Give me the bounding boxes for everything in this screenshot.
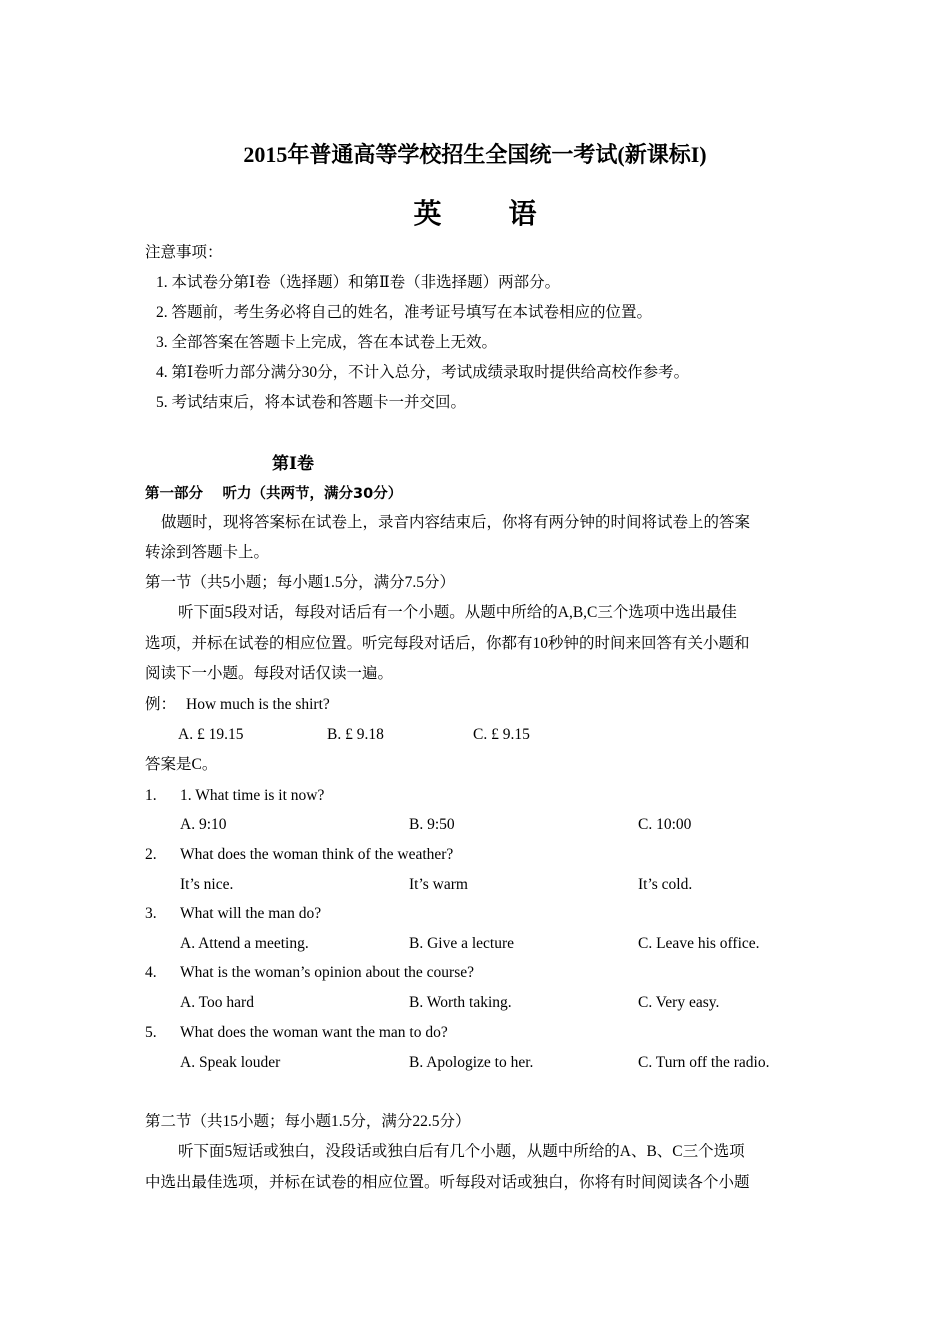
question-text: What is the woman’s opinion about the course? bbox=[180, 964, 475, 981]
section2-heading: 第二节（共15小题；每小题1.5分，满分22.5分） bbox=[145, 1113, 471, 1130]
option-c: It’s cold. bbox=[638, 876, 693, 893]
option-a: A. Attend a meeting. bbox=[180, 935, 309, 952]
question-number: 4. bbox=[145, 964, 157, 981]
option-b: It’s warm bbox=[409, 876, 468, 893]
exam-title: 2015年普通高等学校招生全国统一考试(新课标I) bbox=[243, 142, 707, 167]
notes-heading: 注意事项： bbox=[145, 244, 223, 261]
example-option-b: B. £ 9.18 bbox=[327, 726, 384, 743]
option-c: C. Turn off the radio. bbox=[638, 1054, 770, 1071]
part1-intro: 转涂到答题卡上。 bbox=[145, 544, 270, 561]
question-text: What does the woman want the man to do? bbox=[180, 1024, 448, 1041]
option-c: C. Very easy. bbox=[638, 994, 720, 1011]
example-question: How much is the shirt? bbox=[186, 696, 330, 713]
question-text: What does the woman think of the weather? bbox=[180, 846, 454, 863]
volume-heading: 第Ⅰ卷 bbox=[272, 454, 314, 473]
notes-item: 4. 第Ⅰ卷听力部分满分30分，不计入总分，考试成绩录取时提供给高校作参考。 bbox=[156, 364, 690, 381]
option-a: It’s nice. bbox=[180, 876, 234, 893]
part1-title: 第一部分 听力（共两节，满分30分） bbox=[145, 486, 403, 502]
option-b: B. Worth taking. bbox=[409, 994, 512, 1011]
option-c: C. Leave his office. bbox=[638, 935, 760, 952]
option-b: B. Apologize to her. bbox=[409, 1054, 534, 1071]
section2-instructions: 听下面5短话或独白，没段话或独白后有几个小题，从题中所给的A、B、C三个选项 bbox=[178, 1143, 745, 1160]
notes-item: 1. 本试卷分第Ⅰ卷（选择题）和第Ⅱ卷（非选择题）两部分。 bbox=[156, 274, 561, 291]
option-b: B. Give a lecture bbox=[409, 935, 515, 952]
option-a: A. Speak louder bbox=[180, 1054, 281, 1071]
question-number: 5. bbox=[145, 1024, 157, 1041]
example-label: 例： bbox=[145, 696, 177, 713]
example-option-a: A. £ 19.15 bbox=[178, 726, 244, 743]
part1-intro: 做题时，现将答案标在试卷上，录音内容结束后，你将有两分钟的时间将试卷上的答案 bbox=[161, 514, 751, 531]
option-a: A. 9:10 bbox=[180, 816, 227, 833]
notes-item: 3. 全部答案在答题卡上完成，答在本试卷上无效。 bbox=[156, 334, 498, 351]
notes-item: 5. 考试结束后，将本试卷和答题卡一并交回。 bbox=[156, 394, 467, 411]
question-number: 1. bbox=[145, 787, 157, 804]
section1-instructions: 阅读下一小题。每段对话仅读一遍。 bbox=[145, 665, 394, 682]
question-text: What will the man do? bbox=[180, 905, 322, 922]
example-option-c: C. £ 9.15 bbox=[473, 726, 530, 743]
section1-instructions: 选项，并标在试卷的相应位置。听完每段对话后，你都有10秒钟的时间来回答有关小题和 bbox=[145, 635, 750, 652]
notes-item: 2. 答题前，考生务必将自己的姓名，准考证号填写在本试卷相应的位置。 bbox=[156, 304, 653, 321]
section1-instructions: 听下面5段对话，每段对话后有一个小题。从题中所给的A,B,C三个选项中选出最佳 bbox=[178, 604, 737, 621]
option-b: B. 9:50 bbox=[409, 816, 455, 833]
example-answer: 答案是C。 bbox=[145, 756, 218, 773]
question-text: 1. What time is it now? bbox=[180, 787, 325, 804]
subject-title: 英 语 bbox=[413, 199, 567, 230]
option-a: A. Too hard bbox=[180, 994, 254, 1011]
question-number: 3. bbox=[145, 905, 157, 922]
section1-heading: 第一节（共5小题；每小题1.5分，满分7.5分） bbox=[145, 574, 456, 591]
question-number: 2. bbox=[145, 846, 157, 863]
option-c: C. 10:00 bbox=[638, 816, 692, 833]
section2-instructions: 中选出最佳选项，并标在试卷的相应位置。听每段对话或独白，你将有时间阅读各个小题 bbox=[145, 1174, 750, 1191]
